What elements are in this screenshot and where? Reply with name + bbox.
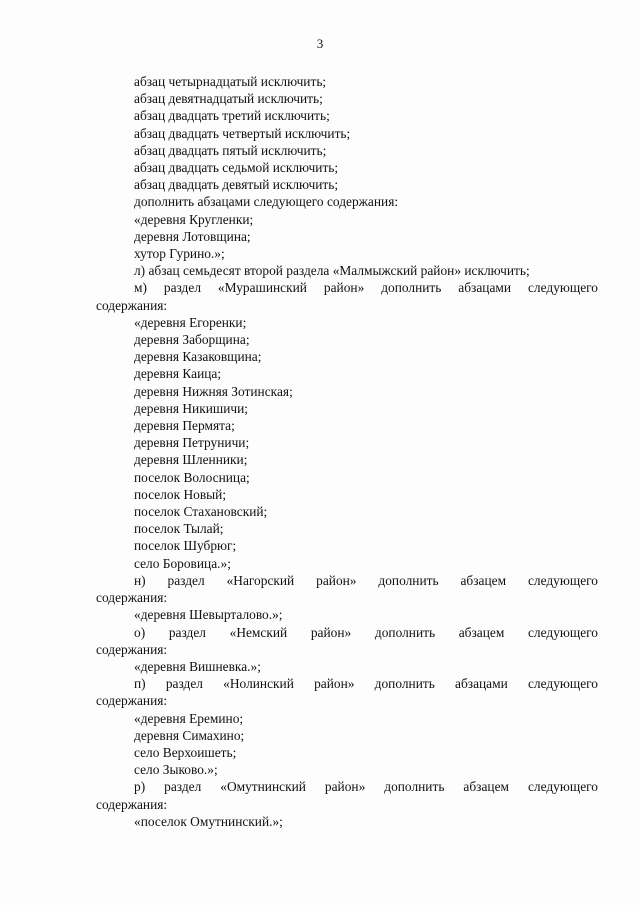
list-item: «деревня Вишневка.»; (134, 658, 261, 674)
list-item: село Верхоишеть; (134, 744, 237, 760)
list-item: поселок Стахановский; (134, 504, 268, 520)
list-item: деревня Пермята; (134, 418, 235, 434)
text-line: хутор Гурино.»; (134, 246, 225, 262)
item-n-heading-cont: содержания: (96, 590, 168, 606)
list-item: деревня Каица; (134, 366, 222, 382)
item-m-heading-cont: содержания: (96, 297, 168, 313)
text-line: абзац двадцать седьмой исключить; (134, 160, 339, 176)
text-line: абзац двадцать четвертый исключить; (134, 125, 351, 141)
text-line: абзац девятнадцатый исключить; (134, 91, 323, 107)
list-item: деревня Нижняя Зотинская; (134, 383, 293, 399)
item-o-heading: о) раздел «Немский район» дополнить абзацем следующего (134, 624, 598, 640)
list-item: поселок Новый; (134, 486, 227, 502)
page-number: 3 (316, 36, 324, 51)
list-item: село Боровица.»; (134, 555, 231, 571)
list-item: «деревня Егоренки; (134, 314, 247, 330)
text-line: абзац двадцать пятый исключить; (134, 142, 327, 158)
item-m-heading: м) раздел «Мурашинский район» дополнить абзацами следующего (134, 280, 598, 296)
text-line: деревня Лотовщина; (134, 228, 251, 244)
list-item: деревня Петруничи; (134, 435, 250, 451)
list-item: «деревня Еремино; (134, 710, 244, 726)
list-item: «поселок Омутнинский.»; (134, 813, 283, 829)
item-p-heading: п) раздел «Нолинский район» дополнить абзацами следующего (134, 676, 598, 692)
list-item: деревня Шленники; (134, 452, 248, 468)
list-item: деревня Казаковщина; (134, 349, 262, 365)
text-line: дополнить абзацами следующего содержания: (134, 194, 399, 210)
text-line: абзац двадцать девятый исключить; (134, 177, 339, 193)
list-item: поселок Волосница; (134, 469, 250, 485)
list-item: «деревня Шевырталово.»; (134, 607, 283, 623)
item-p-heading-cont: содержания: (96, 693, 168, 709)
text-line: абзац двадцать третий исключить; (134, 108, 330, 124)
list-item: поселок Шубрюг; (134, 538, 237, 554)
item-n-heading: н) раздел «Нагорский район» дополнить абзацем следующего (134, 572, 598, 588)
item-o-heading-cont: содержания: (96, 641, 168, 657)
list-item: поселок Тылай; (134, 521, 224, 537)
item-r-heading: р) раздел «Омутнинский район» дополнить абзацем следующего (134, 779, 598, 795)
list-item: деревня Заборщина; (134, 332, 250, 348)
list-item: село Зыково.»; (134, 762, 218, 778)
item-r-heading-cont: содержания: (96, 796, 168, 812)
text-line: абзац четырнадцатый исключить; (134, 74, 327, 89)
list-item: деревня Симахино; (134, 727, 245, 743)
text-line: «деревня Кругленки; (134, 211, 254, 227)
list-item: деревня Никишичи; (134, 400, 248, 416)
document-body (96, 73, 598, 830)
text-line: л) абзац семьдесят второй раздела «Малмыжский район» исключить; (134, 263, 530, 279)
